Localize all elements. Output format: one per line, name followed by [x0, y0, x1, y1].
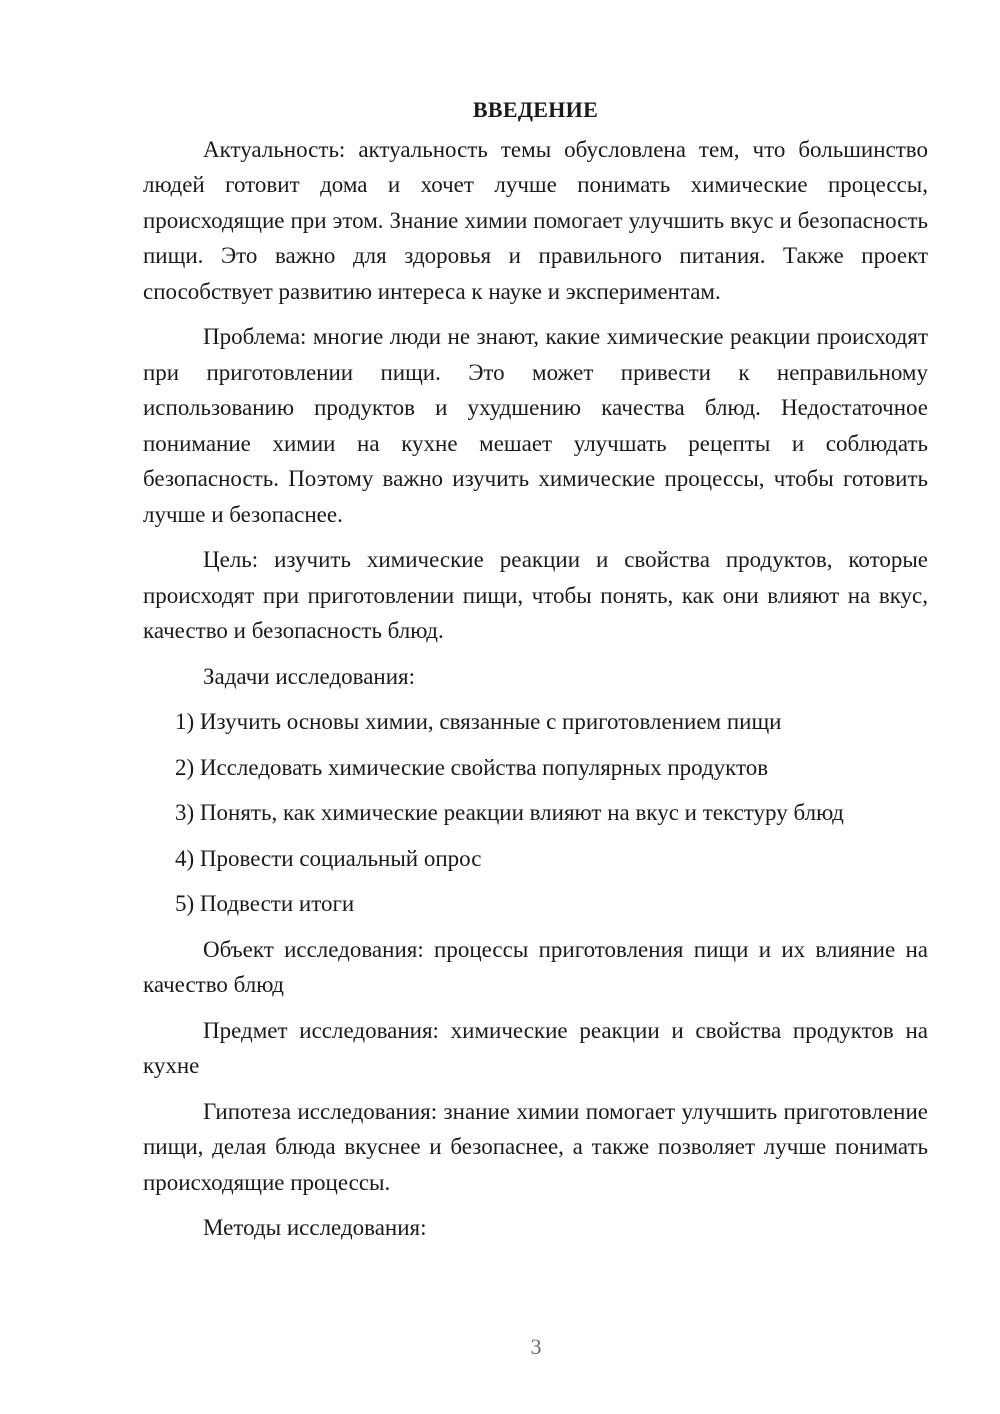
object-paragraph: Объект исследования: процессы приготовления пищи и их влияние на качество блюд	[143, 936, 928, 997]
tasks-heading: Задачи исследования:	[203, 663, 416, 689]
hypothesis-paragraph: Гипотеза исследования: знание химии помогает улучшить приготовление пищи, делая блюда вкуснее и безопаснее, а также позволяет лучше понимать происходящие процессы.	[143, 1098, 928, 1195]
problem-paragraph: Проблема: многие люди не знают, какие химические реакции происходят при приготовлении пищи. Это может привести к неправильному использованию продуктов и ухудшению качества блюд. Недостаточное понимание химии на кухне мешает улучшать рецепты и соблюдать безопасность. Поэтому важно изучить химические процессы, чтобы готовить лучше и безопаснее.	[143, 324, 928, 527]
page-title: ВВЕДЕНИЕ	[472, 97, 599, 122]
page-number: 3	[530, 1334, 542, 1359]
goal-paragraph: Цель: изучить химические реакции и свойства продуктов, которые происходят при приготовлении пищи, чтобы понять, как они влияют на вкус, качество и безопасность блюд.	[143, 547, 928, 643]
list-item: 5) Подвести итоги	[175, 891, 355, 916]
list-item: 1) Изучить основы химии, связанные с приготовлением пищи	[175, 709, 782, 734]
list-item: 4) Провести социальный опрос	[175, 845, 482, 871]
tasks-list	[143, 704, 928, 922]
list-item: 3) Понять, как химические реакции влияют на вкус и текстуру блюд	[175, 800, 844, 825]
page-content	[143, 92, 928, 1256]
subject-paragraph: Предмет исследования: химические реакции и свойства продуктов на кухне	[143, 1017, 928, 1078]
relevance-paragraph: Актуальность: актуальность темы обусловлена тем, что большинство людей готовит дома и хочет лучше понимать химические процессы, происходящие при этом. Знание химии помогает улучшить вкус и безопасность пищи. Это важно для здоровья и правильного питания. Также проект способствует развитию интереса к науке и экспериментам.	[143, 136, 928, 304]
list-item: 2) Исследовать химические свойства популярных продуктов	[175, 754, 769, 780]
methods-heading: Методы исследования:	[203, 1215, 427, 1240]
